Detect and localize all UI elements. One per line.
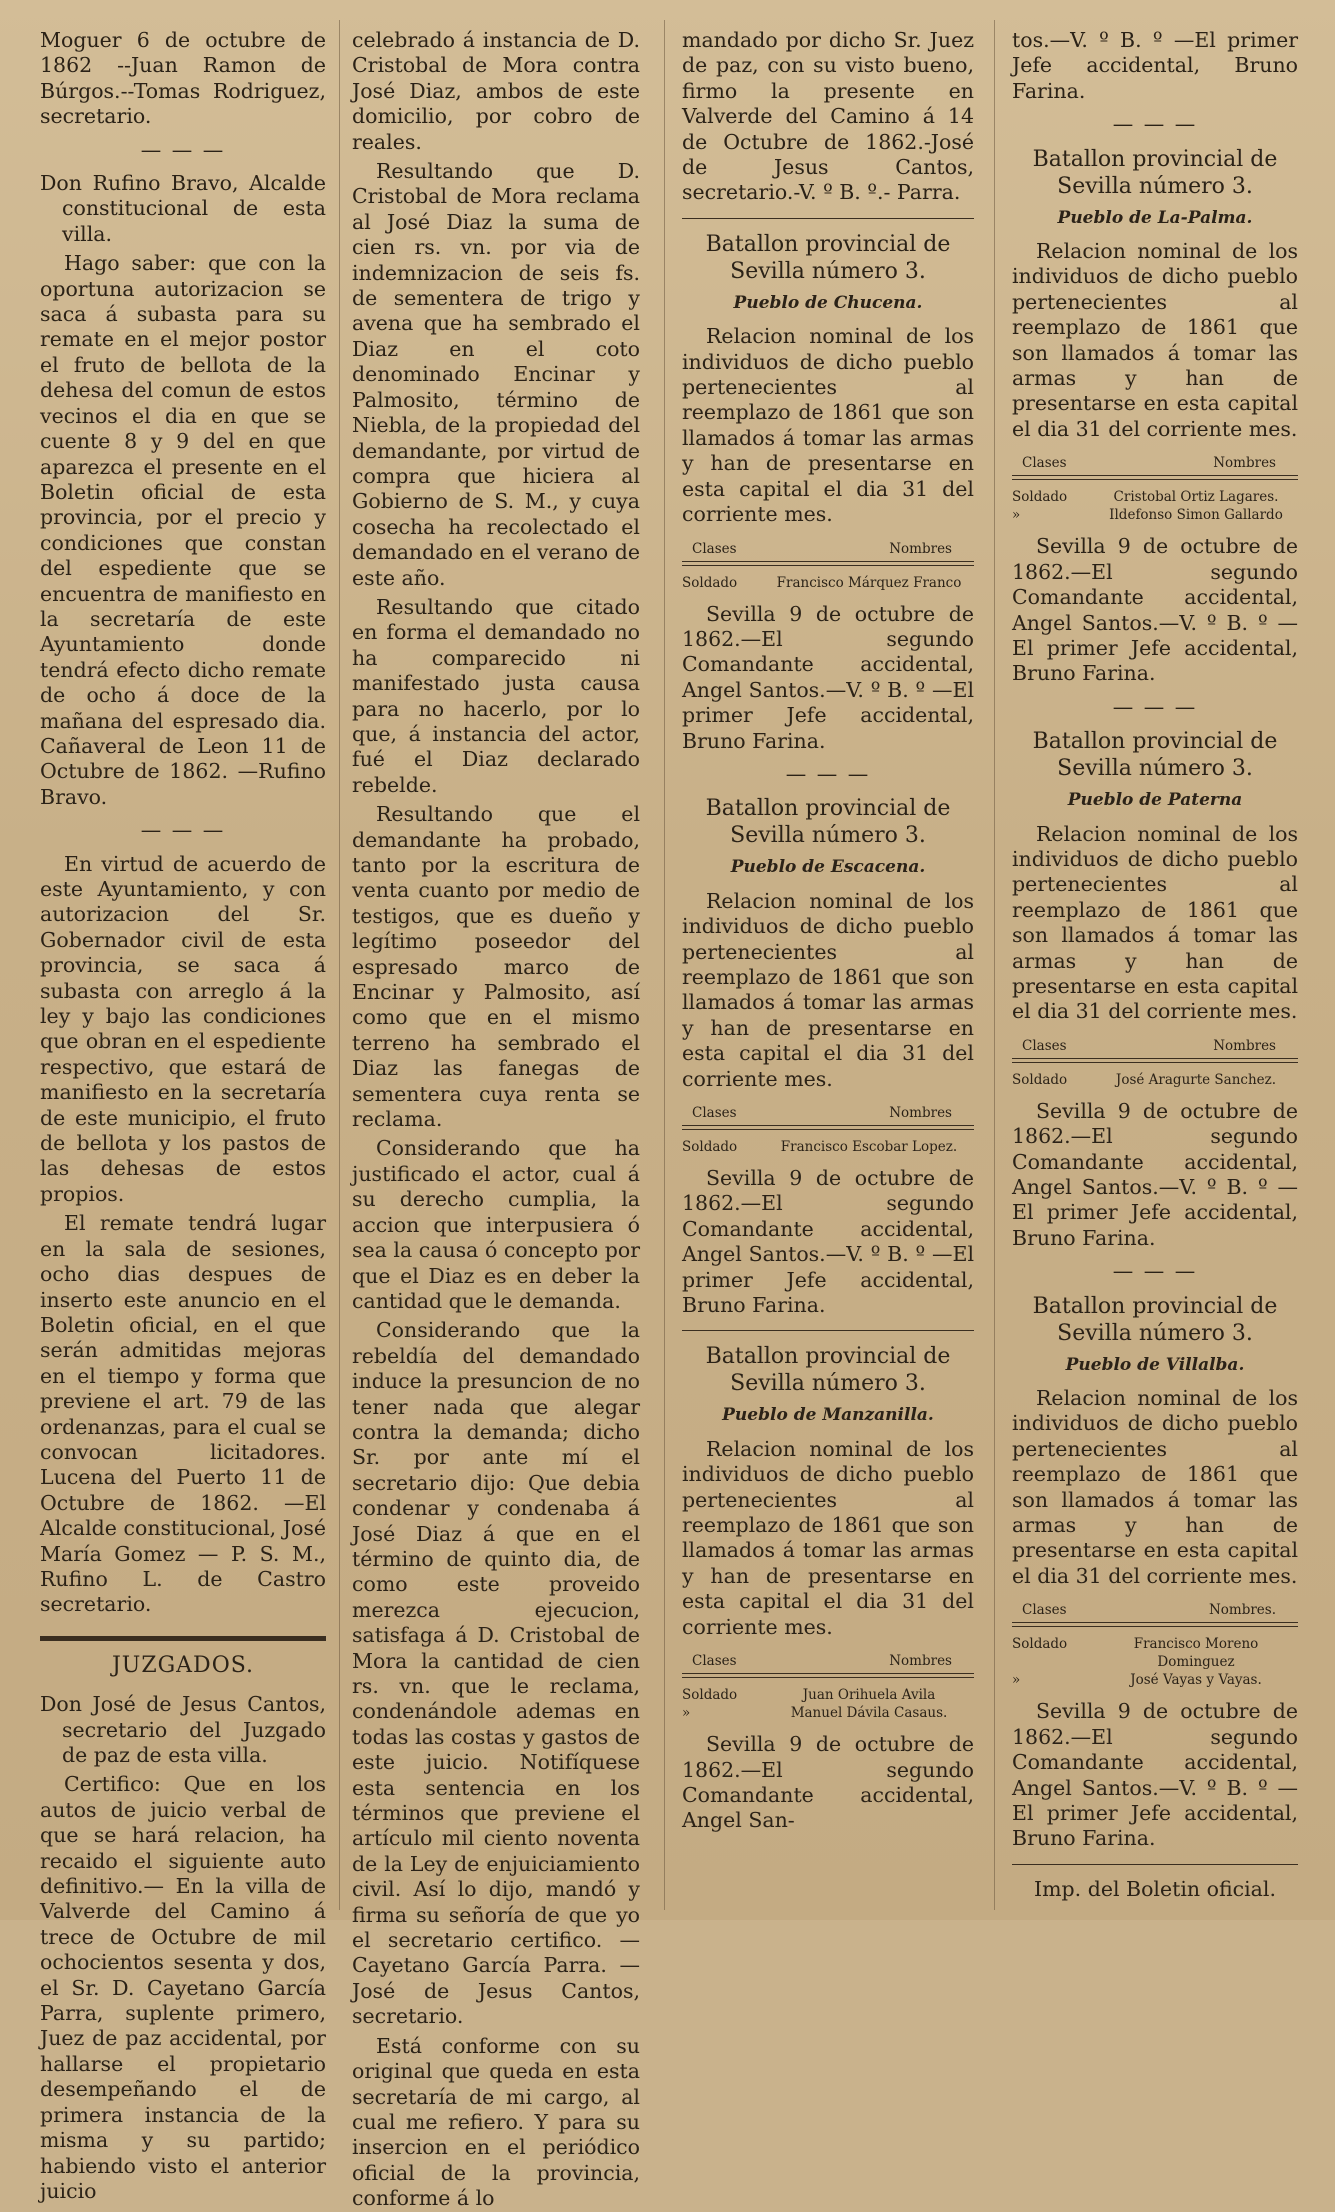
roster-table: [682, 1104, 974, 1156]
signature-continued: tos.—V. º B. º —El primer Jefe accidental, Bruno Farina.: [1012, 28, 1298, 103]
soldier-name: Francisco Márquez Franco: [776, 574, 962, 591]
header-nombres: Nombres: [889, 540, 952, 557]
relation-text: Relacion nominal de los individuos de dicho pueblo pertenecientes al reemplazo de 1861 que son llamados á tomar las armas y han de presentarse en esta capital el dia 31 del corriente mes.: [682, 1436, 974, 1639]
column-divider: [994, 20, 995, 1910]
column-divider: [664, 20, 665, 1910]
header-clases: Clases: [692, 1105, 737, 1121]
judgment-para-1: celebrado á instancia de D. Cristobal de Mora contra José Diaz, ambos de este domicilio, por cobro de reales.: [352, 28, 640, 154]
header-nombres: Nombres: [1213, 455, 1276, 472]
header-nombres: Nombres.: [1208, 1602, 1276, 1619]
sevilla-signature-partial: Sevilla 9 de octubre de 1862.—El segundo Comandante accidental, Angel San-: [682, 1732, 974, 1833]
pueblo-paterna: Pueblo de Paterna: [1067, 790, 1243, 811]
relation-text: Relacion nominal de los individuos de dicho pueblo pertenecientes al reemplazo de 1861 que son llamados á tomar las armas y han de presentarse en esta capital el dia 31 del corriente mes.: [1012, 239, 1298, 441]
header-clases: Clases: [1022, 455, 1067, 472]
relation-text: Relacion nominal de los individuos de dicho pueblo pertenecientes al reemplazo de 1861 que son llamados á tomar las armas y han de presentarse en esta capital el dia 31 del corriente mes.: [682, 324, 974, 527]
rank-ditto: »: [1012, 1672, 1021, 1689]
sevilla-signature: Sevilla 9 de octubre de 1862.—El segundo Comandante accidental, Angel Santos.—V. º B. º —El primer Jefe accidental, Bruno Farina.: [1012, 1098, 1298, 1250]
rank: Soldado: [682, 1687, 738, 1704]
table-row: [682, 1704, 974, 1722]
column-3: [682, 28, 974, 1908]
judgment-para-7: Está conforme con su original que queda en esta secretaría de mi cargo, al cual me refiero. Y para su insercion en el periódico oficial de la provincia, conforme á lo: [352, 2033, 640, 2211]
rank-ditto: »: [682, 1705, 691, 1722]
table-row: [1012, 488, 1298, 506]
header-clases: Clases: [1022, 1602, 1067, 1619]
soldier-name: Juan Orihuela Avila: [802, 1687, 936, 1704]
separator: — — —: [785, 761, 871, 786]
battalion-title: Batallon provincial de Sevilla número 3.: [1032, 146, 1278, 199]
roster-table: [1012, 454, 1298, 524]
relation-text: Relacion nominal de los individuos de dicho pueblo pertenecientes al reemplazo de 1861 que son llamados á tomar las armas y han de presentarse en esta capital el dia 31 del corriente mes.: [1012, 821, 1298, 1024]
header-nombres: Nombres: [889, 1105, 952, 1121]
column-divider: [339, 20, 340, 1910]
header-clases: Clases: [692, 1653, 737, 1670]
rank: Soldado: [1012, 1071, 1068, 1088]
table-row: [682, 1686, 974, 1704]
lucena-notice-2: El remate tendrá lugar en la sala de sesiones, ocho dias despues de inserto este anuncio en el Boletin oficial, en el que serán admitidas mejoras en el tiempo y forma que previene el art. 79 de las ordenanzas, para el cual se convocan licitadores. Lucena del Puerto 11 de Octubre de 1862. —El Alcalde constitucional, José María Gomez — P. S. M., Rufino L. de Castro secretario.: [40, 1211, 326, 1617]
bravo-heading: Don Rufino Bravo, Alcalde constitucional de esta villa.: [40, 171, 326, 246]
sevilla-signature: Sevilla 9 de octubre de 1862.—El segundo Comandante accidental, Angel Santos.—V. º B. º —El primer Jefe accidental, Bruno Farina.: [682, 601, 974, 753]
cantos-certification: Certifico: Que en los autos de juicio verbal de que se hará relacion, ha recaido el siguiente auto definitivo.— En la villa de Valverde del Camino á trece de Octubre de mil ochocientos sesenta y dos, el Sr. D. Cayetano García Parra, suplente primero, Juez de paz accidental, por hallarse el propietario desempeñando el de primera instancia de la misma y su partido; habiendo visto el anterior juicio: [40, 1772, 326, 2203]
section-rule: [682, 1330, 974, 1331]
printer-imprint: Imp. del Boletin oficial.: [1034, 1876, 1276, 1901]
header-nombres: Nombres: [889, 1653, 952, 1670]
sevilla-signature: Sevilla 9 de octubre de 1862.—El segundo Comandante accidental, Angel Santos.—V. º B. º —El primer Jefe accidental, Bruno Farina.: [682, 1166, 974, 1318]
battalion-title: Batallon provincial de Sevilla número 3.: [705, 231, 951, 284]
separator: — — —: [1112, 112, 1198, 137]
juzgados-heading: JUZGADOS.: [111, 1652, 255, 1678]
column-2: [352, 28, 640, 2211]
separator: — — —: [1112, 1259, 1198, 1284]
moguer-signature: Moguer 6 de octubre de 1862 --Juan Ramon de Búrgos.--Tomas Rodriguez, secretario.: [40, 28, 326, 129]
judgment-para-5: Considerando que ha justificado el actor, cual á su derecho cumplia, la accion que interpusiera ó sea la causa ó concepto por que el Diaz es en deber la cantidad que le demanda.: [352, 1136, 640, 1313]
section-rule: [1012, 1864, 1298, 1865]
soldier-name: Francisco Escobar Lopez.: [780, 1139, 958, 1155]
sevilla-signature: Sevilla 9 de octubre de 1862.—El segundo Comandante accidental, Angel Santos.—V. º B. º —El primer Jefe accidental, Bruno Farina.: [1012, 1699, 1298, 1851]
table-row: [682, 1138, 974, 1156]
judgment-para-2: Resultando que D. Cristobal de Mora reclama al José Diaz la suma de cien rs. vn. por via de indemnizacion de seis fs. de sementera de trigo y avena que ha sembrado el Diaz en el coto denominado Encinar y Palmosito, término de Niebla, de la propiedad del demandante, por virtud de compra que hiciera al Gobierno de S. M., y cuya cosecha ha recolectado el demandado en el verano de este año.: [352, 159, 640, 590]
battalion-title: Batallon provincial de Sevilla número 3.: [1032, 729, 1278, 782]
header-clases: Clases: [1022, 1037, 1067, 1054]
rank: Soldado: [1012, 489, 1068, 506]
soldier-name: Manuel Dávila Casaus.: [790, 1705, 948, 1722]
roster-table: [682, 1652, 974, 1722]
relation-text: Relacion nominal de los individuos de dicho pueblo pertenecientes al reemplazo de 1861 que son llamados á tomar las armas y han de presentarse en esta capital el dia 31 del corriente mes.: [1012, 1386, 1298, 1588]
pueblo-manzanilla: Pueblo de Manzanilla.: [722, 1405, 934, 1426]
section-rule: [682, 218, 974, 219]
header-clases: Clases: [692, 540, 737, 557]
section-rule: [40, 1636, 326, 1641]
separator: — — —: [1112, 694, 1198, 719]
battalion-title: Batallon provincial de Sevilla número 3.: [705, 1344, 951, 1397]
rank: Soldado: [682, 574, 738, 591]
table-row: [1012, 1671, 1298, 1689]
judgment-para-4: Resultando que el demandante ha probado, tanto por la escritura de venta cuanto por medio de testigos, que es dueño y legítimo poseedor del espresado marco de Encinar y Palmosito, así como que en el mismo terreno ha sembrado el Diaz las fanegas de sementera cuya renta se reclama.: [352, 802, 640, 1132]
pueblo-escacena: Pueblo de Escacena.: [730, 857, 926, 878]
separator: — — —: [140, 137, 226, 162]
rank: Soldado: [1012, 1636, 1068, 1653]
rank: Soldado: [682, 1139, 738, 1155]
sevilla-signature: Sevilla 9 de octubre de 1862.—El segundo Comandante accidental, Angel Santos.—V. º B. º —El primer Jefe accidental, Bruno Farina.: [1012, 534, 1298, 686]
relation-text: Relacion nominal de los individuos de dicho pueblo pertenecientes al reemplazo de 1861 que son llamados á tomar las armas y han de presentarse en esta capital el dia 31 del corriente mes.: [682, 888, 974, 1091]
pueblo-chucena: Pueblo de Chucena.: [733, 292, 923, 313]
battalion-title: Batallon provincial de Sevilla número 3.: [1032, 1293, 1278, 1346]
judgment-para-6: Considerando que la rebeldía del demandado induce la presuncion de no tener nada que alegar contra la demanda; dicho Sr. por ante mí el secretario dijo: Que debia condenar y condenaba á José Diaz á que en el término de quinto dia, de como este proveido merezca ejecucion, satisfaga á D. Cristobal de Mora la cantidad de cien rs. vn. que le reclama, condenándole ademas en todas las costas y gastos de este juicio. Notifíquese esta sentencia en los términos que previene el artículo mil ciento noventa de la Ley de enjuiciamiento civil. Así lo dijo, mandó y firma su señoría de que yo el secretario certifico. —Cayetano García Parra. —José de Jesus Cantos, secretario.: [352, 1318, 640, 2029]
roster-table: [1012, 1037, 1298, 1089]
pueblo-lapalma: Pueblo de La-Palma.: [1057, 207, 1253, 228]
rank-ditto: »: [1012, 507, 1021, 524]
judgment-para-3: Resultando que citado en forma el demandado no ha comparecido ni manifestado justa causa para no hacerlo, por lo que, á instancia del actor, fué el Diaz declarado rebelde.: [352, 594, 640, 797]
cantos-heading: Don José de Jesus Cantos, secretario del Juzgado de paz de esta villa.: [40, 1692, 326, 1767]
soldier-name: Ildefonso Simon Gallardo: [1109, 507, 1283, 524]
header-nombres: Nombres: [1213, 1037, 1276, 1054]
battalion-title: Batallon provincial de Sevilla número 3.: [705, 796, 951, 849]
soldier-name: José Vayas y Vayas.: [1130, 1672, 1262, 1689]
soldier-name: Francisco Moreno Dominguez: [1133, 1636, 1259, 1671]
table-row: [1012, 1635, 1298, 1671]
column-4: [1012, 28, 1298, 1908]
separator: — — —: [140, 818, 226, 843]
bravo-notice: Hago saber: que con la oportuna autorizacion se saca á subasta para su remate en el mejor postor el fruto de bellota de la dehesa del comun de estos vecinos el dia en que se cuente 8 y 9 del en que aparezca el presente en el Boletin oficial de esta provincia, por el precio y condiciones que constan del espediente que se encuentra de manifiesto en la secretaría de este Ayuntamiento donde tendrá efecto dicho remate de ocho á doce de la mañana del espresado dia. Cañaveral de Leon 11 de Octubre de 1862. —Rufino Bravo.: [40, 251, 326, 809]
roster-table: [682, 540, 974, 592]
valverde-signature: mandado por dicho Sr. Juez de paz, con su visto bueno, firmo la presente en Valverde del Camino á 14 de Octubre de 1862.-José de Jesus Cantos, secretario.-V. º B. º.- Parra.: [682, 28, 974, 205]
soldier-name: Cristobal Ortiz Lagares.: [1113, 489, 1279, 506]
lucena-notice-1: En virtud de acuerdo de este Ayuntamiento, y con autorizacion del Sr. Gobernador civil de esta provincia, se saca á subasta con arreglo á la ley y bajo las condiciones que obran en el espediente respectivo, que estará de manifiesto en la secretaría de este municipio, el fruto de bellota y los pastos de las dehesas de estos propios.: [40, 851, 326, 1206]
soldier-name: José Aragurte Sanchez.: [1115, 1071, 1277, 1088]
table-row: [1012, 1071, 1298, 1089]
roster-table: [1012, 1601, 1298, 1689]
column-1: [40, 28, 326, 2203]
table-row: [682, 574, 974, 592]
table-row: [1012, 506, 1298, 524]
pueblo-villalba: Pueblo de Villalba.: [1065, 1354, 1245, 1375]
